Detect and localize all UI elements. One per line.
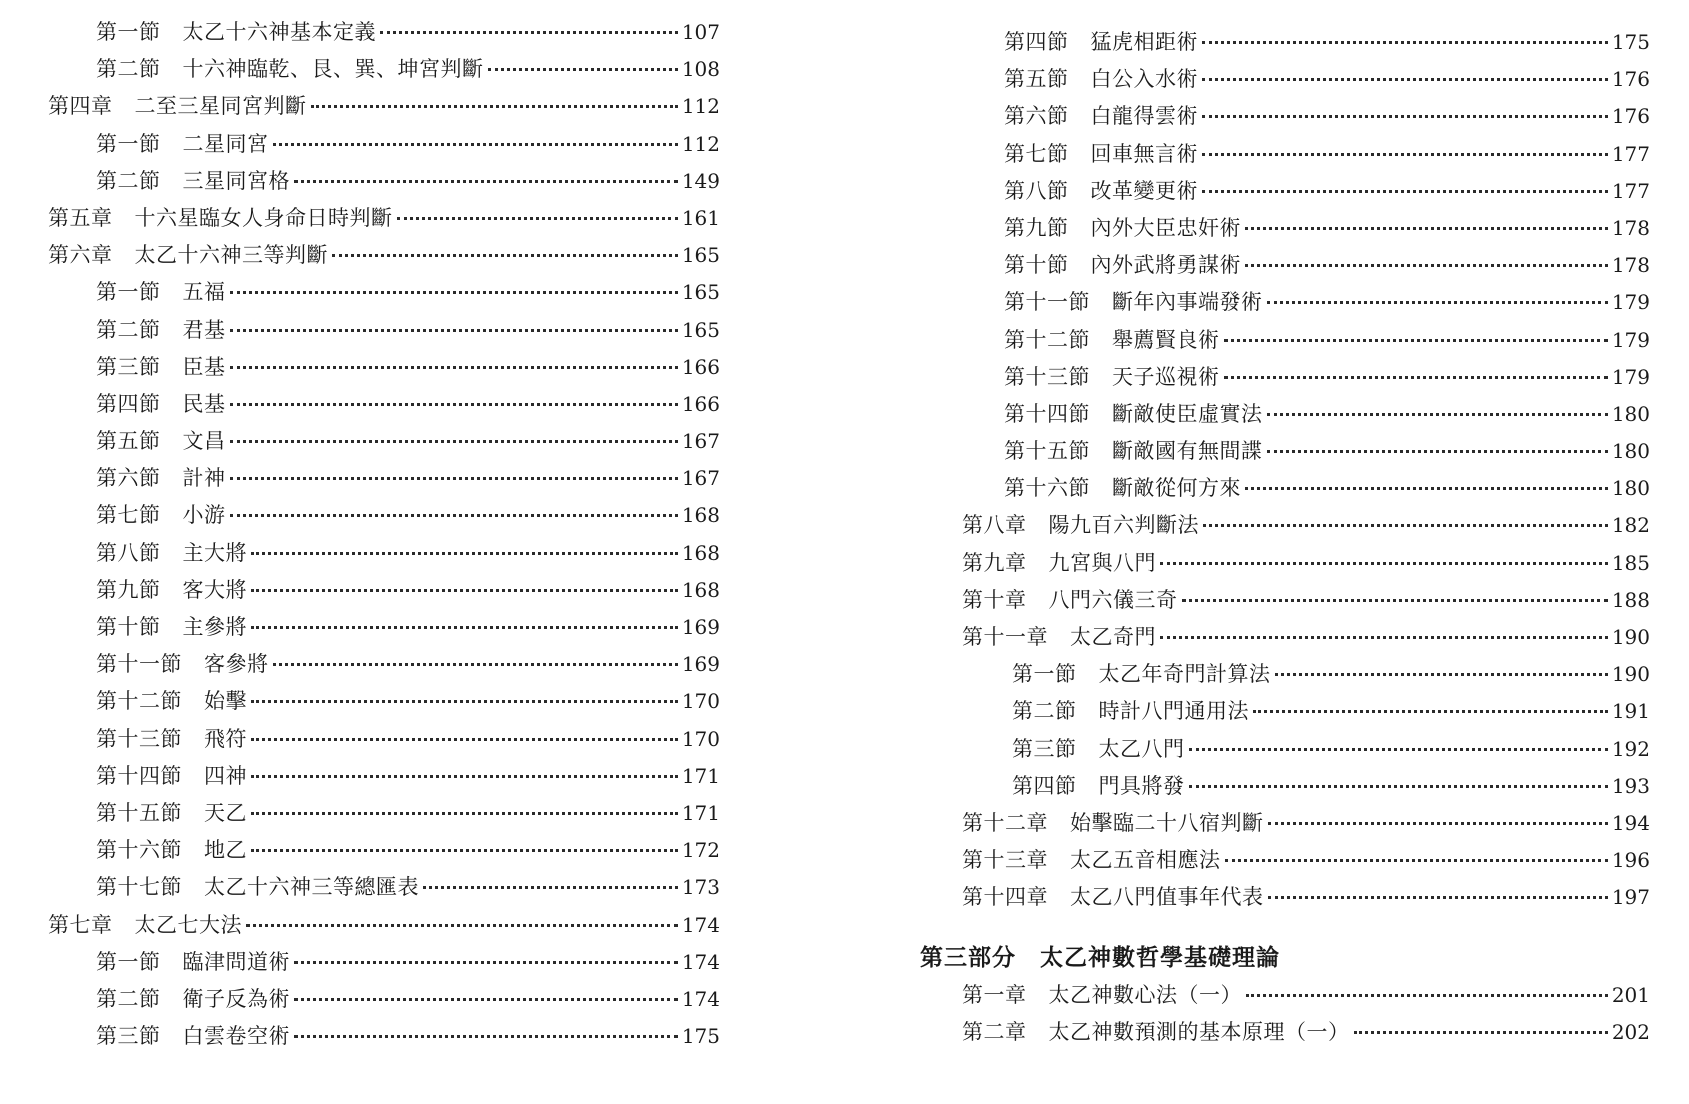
toc-entry-subsection	[900, 658, 1660, 695]
toc-entry-page-number: 172	[681, 838, 720, 863]
toc-entry-label: 第七節	[1004, 141, 1069, 166]
toc-entry-section	[900, 324, 1660, 361]
toc-entry-label: 第十三節	[1004, 364, 1090, 389]
toc-entry-page-number: 190	[1611, 625, 1650, 649]
toc-entry-title: 斷敵從何方來	[1112, 476, 1241, 501]
toc-entry-label: 第五節	[96, 429, 161, 454]
toc-entry-page-number: 168	[681, 540, 720, 565]
dot-leader	[251, 626, 678, 629]
toc-entry-title: 客參將	[204, 652, 269, 677]
toc-entry-title: 天乙	[204, 800, 247, 825]
toc-entry-page-number: 171	[681, 763, 720, 788]
toc-entry-title: 太乙年奇門計算法	[1098, 662, 1271, 687]
toc-entry-label: 第十節	[96, 615, 161, 639]
toc-entry-label: 第四節	[1004, 30, 1069, 54]
toc-entry-label: 第十一節	[1004, 290, 1090, 315]
toc-entry-page-number: 169	[681, 615, 720, 639]
dot-leader	[1268, 822, 1608, 825]
toc-entry-section	[0, 388, 730, 425]
toc-entry-label: 第二節	[96, 168, 161, 193]
left-page	[0, 0, 730, 1057]
dot-leader	[251, 589, 678, 592]
toc-entry-title: 太乙十六神三等判斷	[134, 243, 328, 268]
toc-entry-label: 第十四節	[1004, 401, 1090, 426]
toc-entry-title: 天子巡視術	[1112, 364, 1220, 389]
dot-leader	[1203, 524, 1608, 527]
toc-entry-title: 回車無言術	[1090, 141, 1198, 166]
toc-entry-label: 第十四節	[96, 763, 182, 788]
toc-entry-subsection	[900, 695, 1660, 732]
toc-entry-section	[0, 351, 730, 388]
toc-entry-label: 第十一節	[96, 652, 182, 677]
toc-entry-label: 第一節	[96, 949, 161, 974]
toc-entry-page-number: 171	[681, 800, 720, 825]
toc-entry-label: 第二節	[1012, 699, 1077, 724]
toc-entry-label: 第一節	[96, 20, 161, 44]
toc-entry-title: 內外武將勇謀術	[1090, 253, 1241, 278]
toc-entry-title: 太乙七大法	[134, 912, 242, 937]
toc-entry-page-number: 179	[1611, 364, 1650, 389]
toc-entry-title: 地乙	[204, 838, 247, 863]
toc-entry-page-number: 174	[681, 949, 720, 974]
toc-entry-section	[0, 165, 730, 202]
toc-entry-page-number: 178	[1611, 215, 1650, 240]
dot-leader	[423, 886, 678, 889]
toc-entry-label: 第九章	[962, 550, 1027, 575]
toc-entry-section	[0, 611, 730, 648]
toc-entry-section	[0, 983, 730, 1020]
toc-entry-label: 第十一章	[962, 625, 1048, 649]
toc-entry-chapter	[0, 239, 730, 276]
toc-entry-label: 第十節	[1004, 253, 1069, 278]
toc-entry-chapter	[900, 621, 1660, 658]
toc-entry-page-number: 175	[1611, 30, 1650, 54]
toc-entry-title: 太乙十六神基本定義	[182, 20, 376, 44]
toc-entry-page-number: 192	[1611, 736, 1650, 761]
dot-leader	[230, 440, 678, 443]
toc-entry-label: 第四節	[1012, 773, 1077, 798]
toc-entry-label: 第一章	[962, 982, 1027, 1007]
toc-entry-section	[900, 212, 1660, 249]
toc-entry-page-number: 170	[681, 689, 720, 714]
toc-entry-section	[0, 425, 730, 462]
toc-entry-title: 小游	[182, 503, 226, 528]
dot-leader	[1245, 264, 1608, 267]
toc-entry-chapter	[900, 547, 1660, 584]
toc-entry-label: 第三節	[1012, 736, 1077, 761]
toc-entry-title: 太乙奇門	[1070, 625, 1156, 649]
toc-entry-label: 第三節	[96, 354, 161, 379]
toc-entry-subsection	[900, 770, 1660, 807]
toc-entry-section	[0, 53, 730, 90]
toc-entry-label: 第二節	[96, 317, 161, 342]
dot-leader	[1202, 153, 1608, 156]
toc-entry-page-number: 112	[681, 94, 720, 119]
dot-leader	[251, 812, 678, 815]
toc-entry-label: 第五節	[1004, 67, 1069, 92]
toc-entry-label: 第八章	[962, 513, 1027, 538]
toc-entry-title: 二至三星同宮判斷	[134, 94, 307, 119]
toc-entry-title: 計神	[182, 466, 226, 491]
toc-entry-title: 十六神臨乾、艮、巽、坤宮判斷	[182, 57, 484, 82]
toc-entry-label: 第十三節	[96, 726, 182, 751]
toc-entry-label: 第十五節	[1004, 439, 1090, 464]
toc-entry-label: 第七章	[48, 912, 113, 937]
toc-entry-page-number: 180	[1611, 401, 1650, 426]
toc-entry-section	[900, 286, 1660, 323]
dot-leader	[380, 31, 678, 34]
toc-entry-page-number: 180	[1611, 439, 1650, 464]
toc-entry-title: 內外大臣忠奸術	[1090, 215, 1241, 240]
toc-entry-section	[0, 462, 730, 499]
toc-entry-chapter	[900, 844, 1660, 881]
toc-entry-section	[900, 138, 1660, 175]
toc-entry-title: 舉薦賢良術	[1112, 327, 1220, 352]
toc-entry-label: 第八節	[1004, 178, 1069, 203]
dot-leader	[1160, 562, 1608, 565]
toc-entry-page-number: 167	[681, 429, 720, 454]
toc-entry-title: 太乙八門	[1098, 736, 1185, 761]
part-title: 太乙神數哲學基礎理論	[1040, 943, 1280, 971]
toc-entry-page-number: 176	[1611, 104, 1650, 129]
dot-leader	[1267, 413, 1608, 416]
toc-entry-chapter	[900, 807, 1660, 844]
toc-entry-page-number: 108	[681, 57, 720, 82]
dot-leader	[230, 477, 678, 480]
dot-leader	[1268, 896, 1608, 899]
toc-entry-page-number: 179	[1611, 327, 1650, 352]
toc-entry-label: 第五章	[48, 205, 113, 230]
dot-leader	[230, 403, 678, 406]
toc-entry-title: 太乙八門值事年代表	[1070, 885, 1264, 910]
dot-leader	[251, 849, 678, 852]
dot-leader	[311, 105, 678, 108]
toc-entry-title: 客大將	[182, 577, 247, 602]
dot-leader	[1224, 376, 1608, 379]
toc-entry-title: 君基	[182, 317, 226, 342]
toc-entry-section	[0, 499, 730, 536]
toc-entry-page-number: 161	[681, 205, 720, 230]
toc-entry-page-number: 168	[681, 503, 720, 528]
dot-leader	[1182, 599, 1608, 602]
toc-entry-label: 第六章	[48, 243, 113, 268]
dot-leader	[294, 180, 678, 183]
toc-entry-label: 第十二節	[1004, 327, 1090, 352]
toc-entry-chapter	[0, 90, 730, 127]
dot-leader	[251, 738, 678, 741]
toc-entry-page-number: 166	[681, 391, 720, 416]
toc-entry-section	[0, 871, 730, 908]
dot-leader	[273, 663, 678, 666]
dot-leader	[332, 254, 678, 257]
toc-entry-page-number: 193	[1611, 773, 1650, 798]
toc-entry-section	[0, 276, 730, 313]
toc-entry-section	[0, 797, 730, 834]
toc-entry-chapter	[900, 584, 1660, 621]
toc-entry-section	[0, 314, 730, 351]
toc-entry-page-number: 173	[681, 875, 720, 900]
toc-entry-label: 第十七節	[96, 875, 182, 900]
toc-entry-title: 衛子反為術	[182, 986, 290, 1011]
toc-entry-page-number: 182	[1611, 513, 1650, 538]
toc-entry-title: 白雲卷空術	[182, 1024, 290, 1049]
toc-entry-label: 第十二章	[962, 810, 1048, 835]
toc-entry-page-number: 190	[1611, 662, 1650, 687]
dot-leader	[1354, 1031, 1608, 1034]
toc-entry-chapter	[900, 509, 1660, 546]
toc-entry-title: 四神	[204, 763, 247, 788]
dot-leader	[230, 329, 678, 332]
toc-entry-page-number: 201	[1611, 982, 1650, 1007]
toc-entry-chapter	[0, 909, 730, 946]
toc-entry-title: 十六星臨女人身命日時判斷	[134, 205, 393, 230]
dot-leader	[1246, 994, 1608, 997]
toc-entry-page-number: 174	[681, 986, 720, 1011]
right-entries	[900, 26, 1660, 919]
toc-entry-label: 第十章	[962, 587, 1027, 612]
toc-entry-title: 八門六儀三奇	[1048, 587, 1178, 612]
toc-entry-section	[0, 648, 730, 685]
dot-leader	[294, 998, 678, 1001]
toc-entry-label: 第九節	[96, 577, 161, 602]
part-entries	[900, 979, 1660, 1053]
toc-entry-page-number: 188	[1611, 587, 1650, 612]
toc-entry-page-number: 169	[681, 652, 720, 677]
toc-entry-page-number: 196	[1611, 848, 1650, 873]
toc-entry-label: 第一節	[96, 280, 161, 305]
toc-entry-label: 第七節	[96, 503, 161, 528]
dot-leader	[1202, 190, 1608, 193]
toc-entry-title: 文昌	[182, 429, 226, 454]
toc-entry-title: 猛虎相距術	[1090, 30, 1198, 54]
dot-leader	[294, 961, 678, 964]
dot-leader	[1267, 301, 1608, 304]
dot-leader	[1225, 859, 1608, 862]
toc-entry-page-number: 168	[681, 577, 720, 602]
toc-entry-page-number: 107	[681, 20, 720, 44]
toc-entry-label: 第六節	[96, 466, 161, 491]
toc-entry-title: 主大將	[182, 540, 247, 565]
toc-entry-chapter	[0, 202, 730, 239]
dot-leader	[1189, 748, 1608, 751]
dot-leader	[230, 366, 678, 369]
toc-entry-section	[0, 537, 730, 574]
toc-entry-page-number: 197	[1611, 885, 1650, 910]
toc-entry-section	[0, 946, 730, 983]
toc-entry-label: 第十四章	[962, 885, 1048, 910]
toc-entry-section	[0, 1020, 730, 1057]
toc-entry-section	[900, 26, 1660, 63]
toc-entry-title: 門具將發	[1098, 773, 1185, 798]
dot-leader	[1253, 710, 1608, 713]
toc-entry-chapter	[900, 1016, 1660, 1053]
toc-entry-label: 第十六節	[1004, 476, 1090, 501]
toc-entry-label: 第二節	[96, 57, 161, 82]
toc-entry-page-number: 177	[1611, 141, 1650, 166]
dot-leader	[246, 924, 678, 927]
toc-entry-title: 白龍得雲術	[1090, 104, 1198, 129]
toc-entry-page-number: 191	[1611, 699, 1650, 724]
toc-entry-label: 第四章	[48, 94, 113, 119]
toc-entry-page-number: 167	[681, 466, 720, 491]
toc-entry-title: 三星同宮格	[182, 168, 290, 193]
toc-entry-title: 斷敵國有無間諜	[1112, 439, 1263, 464]
toc-entry-subsection	[900, 733, 1660, 770]
toc-entry-section	[0, 834, 730, 871]
toc-entry-label: 第八節	[96, 540, 161, 565]
toc-entry-title: 五福	[182, 280, 226, 305]
toc-entry-page-number: 149	[681, 168, 720, 193]
dot-leader	[1202, 115, 1608, 118]
toc-entry-section	[900, 398, 1660, 435]
toc-entry-section	[900, 435, 1660, 472]
toc-entry-page-number: 165	[681, 317, 720, 342]
toc-entry-title: 斷年內事端發術	[1112, 290, 1263, 315]
toc-entry-page-number: 180	[1611, 476, 1650, 501]
dot-leader	[251, 700, 678, 703]
part-label: 第三部分	[920, 943, 1016, 971]
dot-leader	[1160, 636, 1608, 639]
toc-entry-title: 臨津問道術	[182, 949, 290, 974]
dot-leader	[397, 217, 678, 220]
toc-entry-title: 斷敵使臣虛實法	[1112, 401, 1263, 426]
dot-leader	[230, 514, 678, 517]
toc-entry-label: 第十二節	[96, 689, 182, 714]
toc-entry-page-number: 185	[1611, 550, 1650, 575]
part-heading	[900, 939, 1660, 979]
toc-entry-page-number: 179	[1611, 290, 1650, 315]
toc-entry-section	[0, 685, 730, 722]
dot-leader	[1189, 785, 1608, 788]
toc-entry-title: 始擊臨二十八宿判斷	[1070, 810, 1264, 835]
toc-entry-page-number: 194	[1611, 810, 1650, 835]
toc-entry-title: 白公入水術	[1090, 67, 1198, 92]
toc-entry-section	[0, 128, 730, 165]
toc-entry-section	[900, 175, 1660, 212]
right-page	[900, 0, 1660, 1053]
dot-leader	[1267, 450, 1608, 453]
toc-entry-section	[900, 472, 1660, 509]
dot-leader	[1245, 227, 1608, 230]
toc-entry-title: 改革變更術	[1090, 178, 1198, 203]
toc-entry-page-number: 112	[681, 131, 720, 156]
toc-entry-label: 第九節	[1004, 215, 1069, 240]
toc-entry-title: 二星同宮	[182, 131, 269, 156]
toc-entry-title: 主參將	[182, 615, 247, 639]
toc-entry-label: 第十五節	[96, 800, 182, 825]
toc-entry-chapter	[900, 979, 1660, 1016]
toc-entry-label: 第一節	[1012, 662, 1077, 687]
toc-entry-page-number: 170	[681, 726, 720, 751]
toc-entry-page-number: 176	[1611, 67, 1650, 92]
toc-entry-section	[0, 723, 730, 760]
toc-entry-label: 第十三章	[962, 848, 1048, 873]
toc-entry-title: 太乙神數預測的基本原理（一）	[1048, 1019, 1350, 1044]
toc-entry-section	[0, 574, 730, 611]
toc-entry-title: 太乙五音相應法	[1070, 848, 1221, 873]
dot-leader	[251, 775, 678, 778]
toc-entry-label: 第六節	[1004, 104, 1069, 129]
dot-leader	[1202, 41, 1608, 44]
toc-entry-title: 臣基	[182, 354, 226, 379]
toc-entry-label: 第十六節	[96, 838, 182, 863]
toc-entry-page-number: 202	[1611, 1019, 1650, 1044]
dot-leader	[488, 68, 678, 71]
toc-entry-title: 民基	[182, 391, 226, 416]
toc-entry-title: 始擊	[204, 689, 247, 714]
toc-entry-section	[900, 361, 1660, 398]
toc-entry-section	[0, 760, 730, 797]
dot-leader	[251, 552, 678, 555]
toc-entry-title: 飛符	[204, 726, 247, 751]
dot-leader	[1245, 487, 1608, 490]
toc-entry-page-number: 177	[1611, 178, 1650, 203]
toc-entry-label: 第一節	[96, 131, 161, 156]
toc-entry-label: 第二章	[962, 1019, 1027, 1044]
dot-leader	[230, 291, 678, 294]
dot-leader	[294, 1035, 678, 1038]
toc-entry-page-number: 178	[1611, 253, 1650, 278]
toc-entry-label: 第四節	[96, 391, 161, 416]
toc-entry-page-number: 165	[681, 280, 720, 305]
toc-entry-page-number: 175	[681, 1024, 720, 1049]
toc-entry-title: 太乙十六神三等總匯表	[204, 875, 419, 900]
dot-leader	[1202, 78, 1608, 81]
toc-entry-chapter	[900, 881, 1660, 918]
toc-entry-title: 九宮與八門	[1048, 550, 1156, 575]
toc-entry-label: 第三節	[96, 1024, 161, 1049]
dot-leader	[1224, 339, 1608, 342]
dot-leader	[273, 143, 678, 146]
toc-entry-section	[0, 16, 730, 53]
toc-entry-label: 第二節	[96, 986, 161, 1011]
toc-entry-section	[900, 100, 1660, 137]
toc-entry-title: 時計八門通用法	[1098, 699, 1249, 724]
toc-entry-title: 陽九百六判斷法	[1048, 513, 1199, 538]
toc-entry-title: 太乙神數心法（一）	[1048, 982, 1242, 1007]
toc-entry-section	[900, 249, 1660, 286]
toc-entry-page-number: 166	[681, 354, 720, 379]
toc-entry-page-number: 174	[681, 912, 720, 937]
dot-leader	[1275, 673, 1608, 676]
toc-entry-section	[900, 63, 1660, 100]
toc-entry-page-number: 165	[681, 243, 720, 268]
